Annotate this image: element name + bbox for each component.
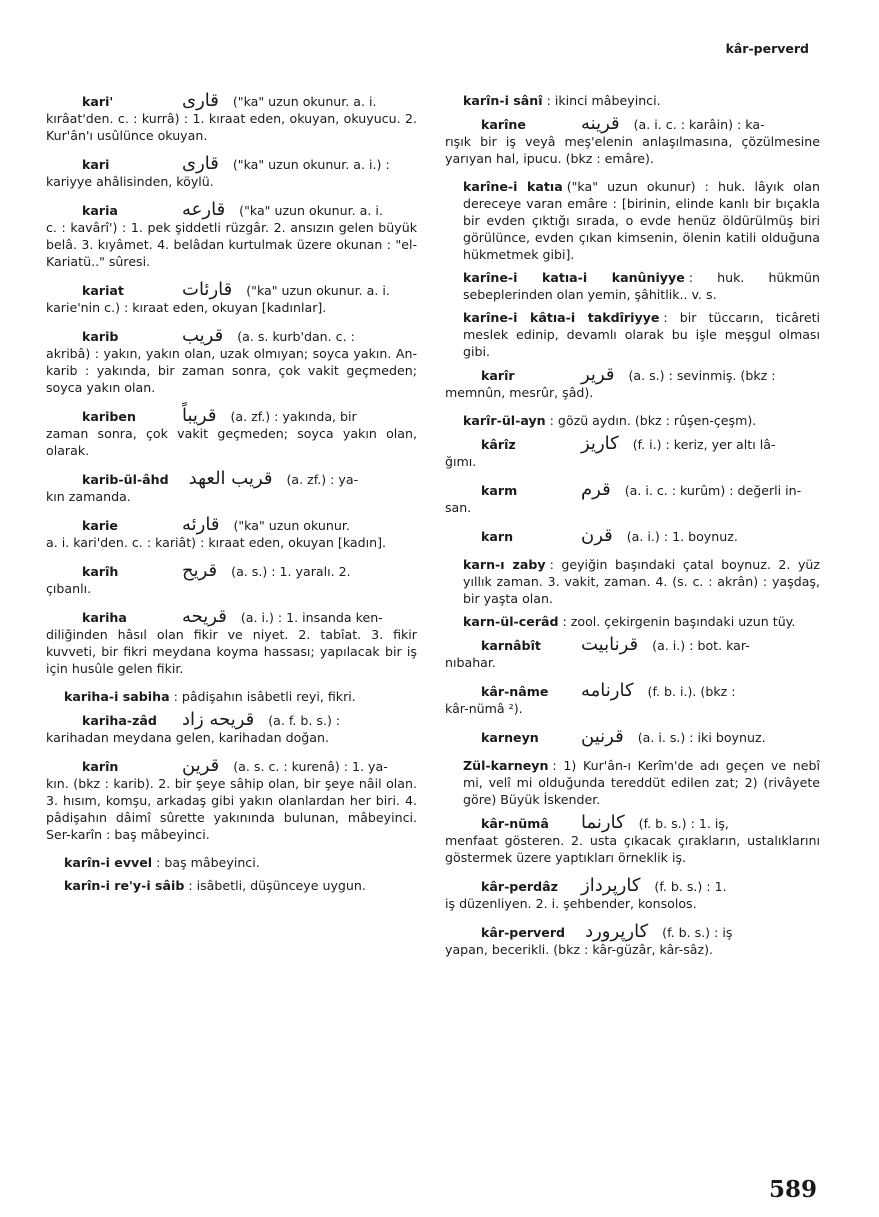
entry-definition-start: ("ka" uzun okunur. a. i.) : (232, 157, 390, 172)
entry-headword: kariben (82, 409, 136, 424)
arabic-script: قريحه زاد (182, 709, 255, 730)
entry-definition-start: (a. s.) : 1. yaralı. 2. (231, 564, 351, 579)
entry-headword: karneyn (481, 730, 539, 745)
subentry-definition: : bir tüccarın, ticâreti meslek edinip, devamlı olarak bu işle meşgul olması gibi. (463, 310, 821, 359)
left-column (46, 92, 417, 900)
entry-definition-start: (f. b. s.) : iş (662, 925, 733, 940)
page-number: 589 (768, 1176, 817, 1203)
subentry-definition: : isâbetli, düşünceye uygun. (188, 878, 366, 893)
entry-definition-continuation: akribâ) : yakın, yakın olan, uzak olmıyan; soyca yakın. An-karib : yakında, bir zaman sonra, çok vakit geçmeden; soyca yakın olan. (46, 346, 417, 395)
entry-headword: kariat (82, 283, 124, 298)
sub-entry (445, 556, 820, 607)
entry-definition-continuation: ğımı. (445, 454, 477, 469)
arabic-script: كارپرداز (581, 875, 641, 896)
entry-headword: karîn (82, 759, 119, 774)
dictionary-entry (445, 527, 820, 545)
subentry-headword: Zül-karneyn (463, 758, 549, 773)
sub-entry (445, 178, 820, 263)
entry-headword: kariha-zâd (82, 713, 157, 728)
arabic-script: قارئه (182, 514, 220, 535)
entry-headline (445, 682, 820, 700)
arabic-script: قريح (182, 560, 218, 581)
entry-definition-start: ("ka" uzun okunur. a. i. (232, 94, 377, 109)
dictionary-entry (46, 757, 417, 843)
dictionary-entry (46, 470, 417, 505)
entry-headline (46, 470, 417, 488)
entry-headline (445, 814, 820, 832)
entry-definition-continuation: iş düzenliyen. 2. i. şehbender, konsolos. (445, 896, 697, 911)
entry-definition-continuation: kariyye ahâlisinden, köylü. (46, 174, 214, 189)
subentry-definition: : zool. çekirgenin başındaki uzun tüy. (562, 614, 796, 629)
entry-definition-start: (a. i. c. : kurûm) : değerli in- (624, 483, 802, 498)
subentry-definition: : geyiğin başındaki çatal boynuz. 2. yüz yıllık zaman. 3. vakit, zaman. 4. (s. c. : akrân) : yaşdaş, bir yaşta olan. (463, 557, 820, 606)
dictionary-entry (445, 481, 820, 516)
arabic-script: قريباً (182, 405, 217, 426)
arabic-script: قرينه (581, 113, 620, 134)
entry-definition-continuation: karihadan meydana gelen, karihadan doğan. (46, 730, 329, 745)
entry-headword: karîh (82, 564, 119, 579)
dictionary-entry (46, 407, 417, 459)
subentry-headword: karîr-ül-ayn (463, 413, 546, 428)
entry-definition-continuation: c. : kavârî') : 1. pek şiddetli rüzgâr. 2. ansızın gelen büyük belâ. 3. kıyâmet. 4. belâdan kurtulmak üzere okunan : "el-Kariatü.." sûresi. (46, 220, 417, 269)
running-head: kâr-perverd (725, 41, 809, 56)
subentry-headword: karîn-i sânî (463, 93, 543, 108)
arabic-script: قرنين (581, 726, 624, 747)
dictionary-entry (46, 327, 417, 396)
sub-entry (445, 412, 820, 429)
entry-headword: karie (82, 518, 118, 533)
entry-headline (46, 757, 417, 775)
entry-headline (445, 923, 820, 941)
subentry-definition: : ikinci mâbeyinci. (546, 93, 661, 108)
entry-definition-start: (a. i.) : bot. kar- (652, 638, 750, 653)
dictionary-entry (46, 92, 417, 144)
sub-entry (445, 309, 820, 360)
entry-headline (445, 527, 820, 545)
entry-headline (445, 481, 820, 499)
entry-headword: kari' (82, 94, 114, 109)
entry-definition-start: (a. f. b. s.) : (268, 713, 341, 728)
entry-definition-start: ("ka" uzun okunur. a. i. (239, 203, 383, 218)
subentry-definition: : huk. hükmün sebeplerinden olan yemin, şâhitlik.. v. s. (463, 270, 820, 302)
dictionary-entry (46, 201, 417, 270)
sub-entry (445, 92, 820, 109)
entry-headline (46, 516, 417, 534)
sub-entry (445, 269, 820, 303)
subentry-definition: ("ka" uzun okunur) : huk. lâyık olan dereceye varan emâre : [birinin, elinde kanlı bir bıçakla bir evden çıktığı sırada, o evde henüz öldürülmüş biri görülünce, evden çıkan kimsenin, ölenin katili olduğuna hükmetmek gibi]. (463, 179, 820, 262)
entry-headword: karib (82, 329, 119, 344)
dictionary-entry (445, 435, 820, 470)
arabic-script: كارنامه (581, 680, 634, 701)
arabic-script: قارى (182, 153, 219, 174)
arabic-script: قرم (581, 479, 611, 500)
dictionary-entry (46, 281, 417, 316)
entry-headword: kâr-perdâz (481, 879, 558, 894)
dictionary-entry (445, 115, 820, 167)
entry-headline (46, 327, 417, 345)
subentry-headword: karîne-i katıa-i kanûniyye (463, 270, 685, 285)
entry-definition-start: (a. s. kurb'dan. c. : (237, 329, 355, 344)
arabic-script: قريحه (182, 606, 227, 627)
dictionary-entry (445, 682, 820, 717)
dictionary-entry (445, 814, 820, 866)
entry-definition-continuation: kâr-nümâ ²). (445, 701, 523, 716)
entry-headword: karia (82, 203, 118, 218)
entry-definition-start: (a. i. c. : karâin) : ka- (633, 117, 765, 132)
entry-definition-continuation: rışık bir iş veyâ meş'elenin anlaşılmasına, çözülmesine yarıyan hal, ipucu. (bkz : emâre). (445, 134, 820, 166)
subentry-headword: karîne-i katıa (463, 179, 563, 194)
entry-definition-start: (a. i.) : 1. boynuz. (626, 529, 738, 544)
entry-headline (46, 608, 417, 626)
entry-headline (445, 435, 820, 453)
entry-headword: karîne (481, 117, 526, 132)
entry-headword: kâr-nâme (481, 684, 549, 699)
entry-definition-continuation: diliğinden hâsıl olan fikir ve niyet. 2. tabîat. 3. fikir kuvveti, bir fikri meydana koyma hassası; yapılacak bir iş için husûle gelen fikir. (46, 627, 417, 676)
arabic-script: قرير (581, 364, 615, 385)
arabic-script: قرين (182, 755, 220, 776)
entry-headline (46, 281, 417, 299)
dictionary-entry (46, 711, 417, 746)
arabic-script: قريب (182, 325, 224, 346)
entry-headword: karîr (481, 368, 515, 383)
entry-definition-start: (f. b. s.) : 1. (654, 879, 727, 894)
entry-definition-continuation: yapan, becerikli. (bkz : kâr-güzâr, kâr-sâz). (445, 942, 714, 957)
arabic-script: كارنما (581, 812, 625, 833)
subentry-definition: : 1) Kur'ân-ı Kerîm'de adı geçen ve nebî mi, velî mi olduğunda tereddüt edilen zat; 2) (rivâyete göre) Büyük İskender. (463, 758, 820, 807)
entry-headword: karm (481, 483, 518, 498)
entry-definition-start: (a. zf.) : yakında, bir (230, 409, 357, 424)
entry-definition-start: (a. zf.) : ya- (286, 472, 359, 487)
entry-headline (46, 711, 417, 729)
entry-definition-start: (a. s.) : sevinmiş. (bkz : (628, 368, 776, 383)
subentry-definition: : gözü aydın. (bkz : rûşen-çeşm). (549, 413, 757, 428)
arabic-script: قريب العهد (188, 468, 273, 489)
entry-headline (46, 155, 417, 173)
arabic-script: قرن (581, 525, 613, 546)
dictionary-entry (445, 366, 820, 401)
entry-headline (445, 728, 820, 746)
dictionary-entry (445, 728, 820, 746)
entry-definition-start: (a. i.) : 1. insanda ken- (240, 610, 383, 625)
entry-definition-continuation: kın. (bkz : karib). 2. bir şeye sâhip olan, bir şeye nâil olan. 3. hısım, komşu, arkadaş gibi yakın olanlardan her biri. 4. pâdişahın dâimî sûrette yakınında bulunan, mâbeyinci. Ser-karîn : baş mâbeyinci. (46, 776, 417, 842)
sub-entry (445, 757, 820, 808)
entry-headword: kariha (82, 610, 127, 625)
subentry-definition: : baş mâbeyinci. (156, 855, 260, 870)
subentry-headword: kariha-i sabiha (64, 689, 170, 704)
entry-headline (46, 92, 417, 110)
entry-definition-continuation: a. i. kari'den. c. : kariât) : kıraat eden, okuyan [kadın]. (46, 535, 387, 550)
entry-definition-start: (f. b. s.) : 1. iş, (638, 816, 729, 831)
entry-definition-start: ("ka" uzun okunur. (233, 518, 350, 533)
arabic-script: قرنابيت (581, 634, 639, 655)
entry-headline (46, 407, 417, 425)
right-column (445, 92, 820, 969)
entry-definition-start: (a. s. c. : kurenâ) : 1. ya- (233, 759, 388, 774)
entry-definition-continuation: san. (445, 500, 472, 515)
entry-definition-continuation: nıbahar. (445, 655, 496, 670)
entry-headword: kâr-nümâ (481, 816, 549, 831)
entry-headword: kârîz (481, 437, 516, 452)
entry-headword: kâr-perverd (481, 925, 566, 940)
entry-definition-continuation: menfaat gösteren. 2. usta çıkacak çırakların, ustalıklarını göstermek üzere yaptıkları örneklik iş. (445, 833, 820, 865)
entry-headword: karnâbît (481, 638, 541, 653)
subentry-definition: : pâdişahın isâbetli reyi, fikri. (173, 689, 356, 704)
entry-headline (445, 366, 820, 384)
arabic-script: قارئات (182, 279, 233, 300)
entry-headline (445, 877, 820, 895)
entry-headword: kari (82, 157, 110, 172)
subentry-headword: karn-ı zaby (463, 557, 546, 572)
subentry-headword: karîne-i kâtıa-i takdîriyye (463, 310, 660, 325)
entry-headline (445, 636, 820, 654)
entry-definition-start: ("ka" uzun okunur. a. i. (246, 283, 390, 298)
entry-definition-start: (a. i. s.) : iki boynuz. (637, 730, 766, 745)
dictionary-entry (46, 562, 417, 597)
entry-headline (445, 115, 820, 133)
dictionary-entry (445, 923, 820, 958)
dictionary-entry (445, 636, 820, 671)
entry-definition-start: (f. b. i.). (bkz : (647, 684, 736, 699)
arabic-script: كاريز (581, 433, 619, 454)
arabic-script: كارپرورد (585, 921, 649, 942)
entry-headword: karib-ül-âhd (82, 472, 169, 487)
sub-entry (445, 613, 820, 630)
entry-headline (46, 562, 417, 580)
sub-entry (46, 854, 417, 871)
arabic-script: قارى (182, 90, 219, 111)
entry-definition-continuation: kırâat'den. c. : kurrâ) : 1. kıraat eden, okuyan, okuyucu. 2. Kur'ân'ı usûlünce okuyan. (46, 111, 417, 143)
sub-entry (46, 688, 417, 705)
subentry-headword: karîn-i re'y-i sâib (64, 878, 185, 893)
entry-definition-continuation: kın zamanda. (46, 489, 131, 504)
dictionary-entry (46, 155, 417, 190)
entry-definition-continuation: çıbanlı. (46, 581, 92, 596)
entry-definition-continuation: zaman sonra, çok vakit geçmeden; soyca yakın olan, olarak. (46, 426, 417, 458)
entry-headword: karn (481, 529, 514, 544)
entry-definition-continuation: karie'nin c.) : kıraat eden, okuyan [kadınlar]. (46, 300, 327, 315)
entry-headline (46, 201, 417, 219)
subentry-headword: karîn-i evvel (64, 855, 153, 870)
dictionary-entry (445, 877, 820, 912)
sub-entry (46, 877, 417, 894)
entry-definition-continuation: memnûn, mesrûr, şâd). (445, 385, 594, 400)
dictionary-entry (46, 608, 417, 677)
arabic-script: قارعه (182, 199, 226, 220)
dictionary-entry (46, 516, 417, 551)
subentry-headword: karn-ül-cerâd (463, 614, 559, 629)
entry-definition-start: (f. i.) : keriz, yer altı lâ- (632, 437, 776, 452)
